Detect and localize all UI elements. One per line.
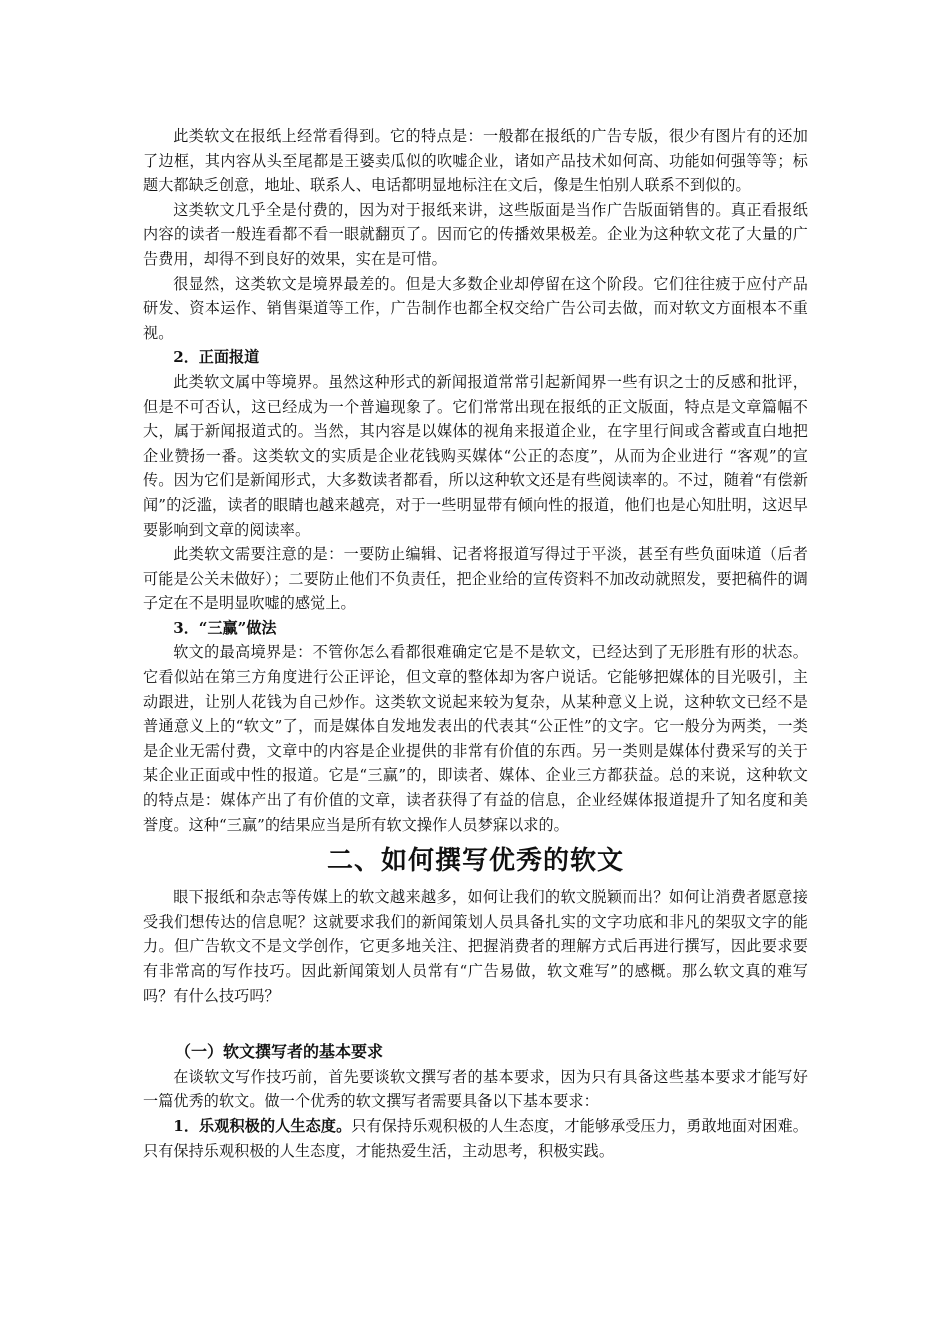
heading-positive-report: 2．正面报道 <box>173 348 260 367</box>
section-intro: 眼下报纸和杂志等传媒上的软文越来越多，如何让我们的软文脱颖而出？如何让消费者愿意接受我们想传达的信息呢？这就要求我们的新闻策划人员具备扎实的文字功底和非凡的架驭文字的能力。但广告软文不是文学创作，它更多地关注、把握消费者的理解方式后再进行撰写，因此要求要有非常高的写作技巧。因此新闻策划人员常有“广告易做，软文难写”的感概。那么软文真的难写吗？有什么技巧吗？ <box>143 888 808 1005</box>
spacer <box>143 1008 808 1040</box>
point-1-text: 只有保持乐观积极的人生态度，才能够承受压力，勇敢地面对困难。只有保持乐观积极的人生态度，才能热爱生活，主动思考，积极实践。 <box>143 1116 808 1160</box>
document-body <box>143 124 808 1163</box>
paragraph: 此类软文需要注意的是：一要防止编辑、记者将报道写得过于平淡，甚至有些负面味道（后者可能是公关未做好）；二要防止他们不负责任，把企业给的宣传资料不加改动就照发，要把稿件的调子定在不是明显吹嘘的感觉上。 <box>143 545 808 613</box>
subsection-title: （一）软文撰写者的基本要求 <box>175 1042 384 1062</box>
paragraph: 此类软文属中等境界。虽然这种形式的新闻报道常常引起新闻界一些有识之士的反感和批评，但是不可否认，这已经成为一个普遍现象了。它们常常出现在报纸的正文版面，特点是文章篇幅不大，属于新闻报道式的。当然，其内容是以媒体的视角来报道企业，在字里行间或含蓄或直白地把企业赞扬一番。这类软文的实质是企业花钱购买媒体“公正的态度”，从而为企业进行 “客观”的宣传。因为它们是新闻形式，大多数读者都看，所以这种软文还是有些阅读率的。不过，随着“有偿新闻”的泛滥，读者的眼睛也越来越亮，对于一些明显带有倾向性的报道，他们也是心知肚明，这迟早要影响到文章的阅读率。 <box>143 372 808 539</box>
point-1 <box>143 1114 808 1163</box>
paragraph: 软文的最高境界是：不管你怎么看都很难确定它是不是软文，已经达到了无形胜有形的状态。它看似站在第三方角度进行公正评论，但文章的整体却为客户说话。它能够把媒体的目光吸引，主动跟进，让别人花钱为自己炒作。这类软文说起来较为复杂，从某种意义上说，这种软文已经不是普通意义上的“软文”了，而是媒体自发地发表出的代表其“公正性”的文字。它一般分为两类，一类是企业无需付费，文章中的内容是企业提供的非常有价值的东西。另一类则是媒体付费采写的关于某企业正面或中性的报道。它是“三赢”的，即读者、媒体、企业三方都获益。总的来说，这种软文的特点是：媒体产出了有价值的文章，读者获得了有益的信息，企业经媒体报道提升了知名度和美誉度。这种“三赢”的结果应当是所有软文操作人员梦寐以求的。 <box>143 643 808 834</box>
point-1-lead: 1．乐观积极的人生态度。 <box>173 1116 352 1135</box>
paragraph: 此类软文在报纸上经常看得到。它的特点是：一般都在报纸的广告专版，很少有图片有的还加了边框，其内容从头至尾都是王婆卖瓜似的吹嘘企业，诸如产品技术如何高、功能如何强等等；标题大都缺乏创意，地址、联系人、电话都明显地标注在文后，像是生怕别人联系不到似的。 <box>143 127 808 195</box>
subsection-intro: 在谈软文写作技巧前，首先要谈软文撰写者的基本要求，因为只有具备这些基本要求才能写好一篇优秀的软文。做一个优秀的软文撰写者需要具备以下基本要求： <box>143 1067 808 1111</box>
paragraph: 很显然，这类软文是境界最差的。但是大多数企业却停留在这个阶段。它们往往疲于应付产品研发、资本运作、销售渠道等工作，广告制作也都全权交给广告公司去做，而对软文方面根本不重视。 <box>143 274 808 342</box>
paragraph: 这类软文几乎全是付费的，因为对于报纸来讲，这些版面是当作广告版面销售的。真正看报纸内容的读者一般连看都不看一眼就翻页了。因而它的传播效果极差。企业为这种软文花了大量的广告费用，却得不到良好的效果，实在是可惜。 <box>143 200 808 268</box>
heading-triple-win: 3．“三赢”做法 <box>173 618 277 637</box>
section-title: 二、如何撰写优秀的软文 <box>326 846 624 877</box>
